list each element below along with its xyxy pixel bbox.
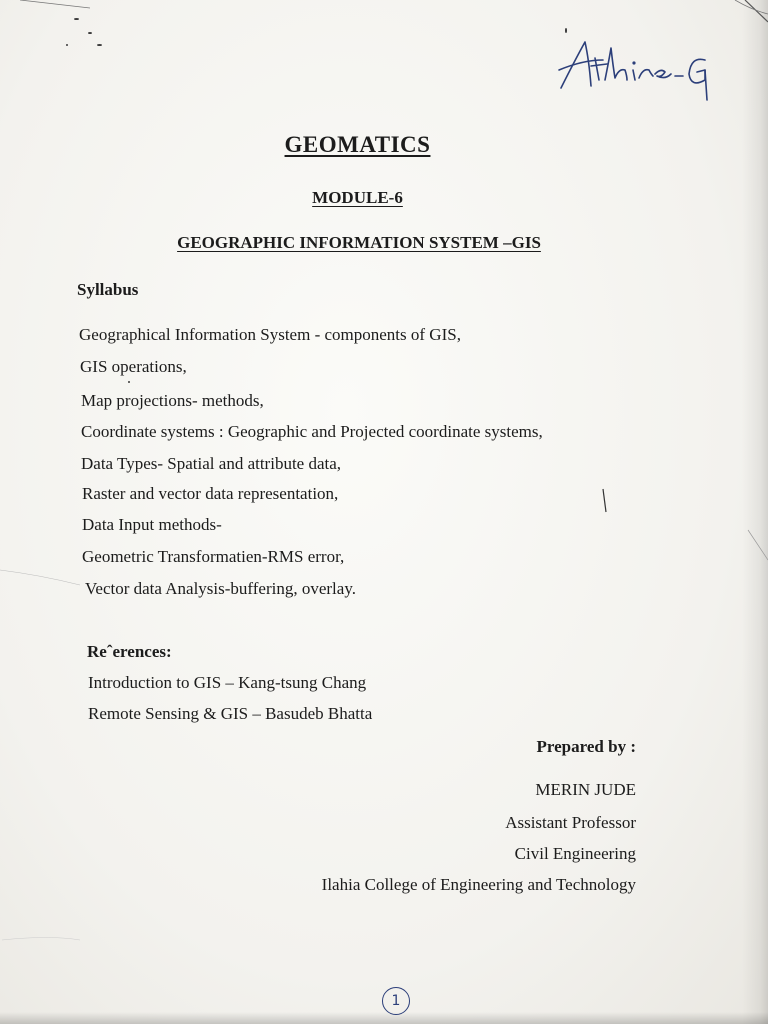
references-heading: Reˆerences: bbox=[87, 642, 172, 661]
author-department: Civil Engineering bbox=[514, 844, 636, 863]
prepared-by-label: Prepared by : bbox=[536, 737, 636, 756]
syllabus-item: Vector data Analysis-buffering, overlay. bbox=[85, 579, 356, 598]
reference-item: Remote Sensing & GIS – Basudeb Bhatta bbox=[88, 704, 373, 723]
syllabus-item: Raster and vector data representation, bbox=[82, 484, 339, 503]
syllabus-item: Data Input methods- bbox=[82, 515, 222, 534]
author-designation: Assistant Professor bbox=[505, 813, 636, 832]
page-number: 1 bbox=[382, 987, 410, 1015]
module-title: MODULE-6 bbox=[312, 188, 403, 207]
speck bbox=[74, 18, 79, 20]
syllabus-item: Coordinate systems : Geographic and Projected coordinate systems, bbox=[81, 422, 543, 441]
syllabus-item: Geographical Information System - components of GIS, bbox=[79, 325, 461, 344]
syllabus-item: Map projections- methods, bbox=[81, 391, 264, 410]
module-subtitle: GEOGRAPHIC INFORMATION SYSTEM –GIS bbox=[177, 233, 541, 252]
reference-item: Introduction to GIS – Kang-tsung Chang bbox=[88, 673, 367, 692]
syllabus-item: Geometric Transformatien-RMS error, bbox=[82, 547, 345, 566]
handwritten-signature bbox=[555, 30, 725, 110]
syllabus-item: Data Types- Spatial and attribute data, bbox=[81, 454, 342, 473]
page-bottom-shadow bbox=[0, 1012, 768, 1024]
speck bbox=[97, 44, 102, 46]
author-institution: Ilahia College of Engineering and Technology bbox=[321, 875, 636, 894]
document-title: GEOMATICS bbox=[284, 132, 431, 157]
speck bbox=[88, 32, 92, 34]
speck bbox=[128, 381, 130, 383]
syllabus-heading: Syllabus bbox=[77, 280, 139, 299]
author-name: MERIN JUDE bbox=[535, 780, 636, 799]
page-edge-shadow bbox=[742, 0, 768, 1024]
syllabus-item: GIS operations, bbox=[80, 357, 187, 376]
speck bbox=[66, 44, 68, 46]
